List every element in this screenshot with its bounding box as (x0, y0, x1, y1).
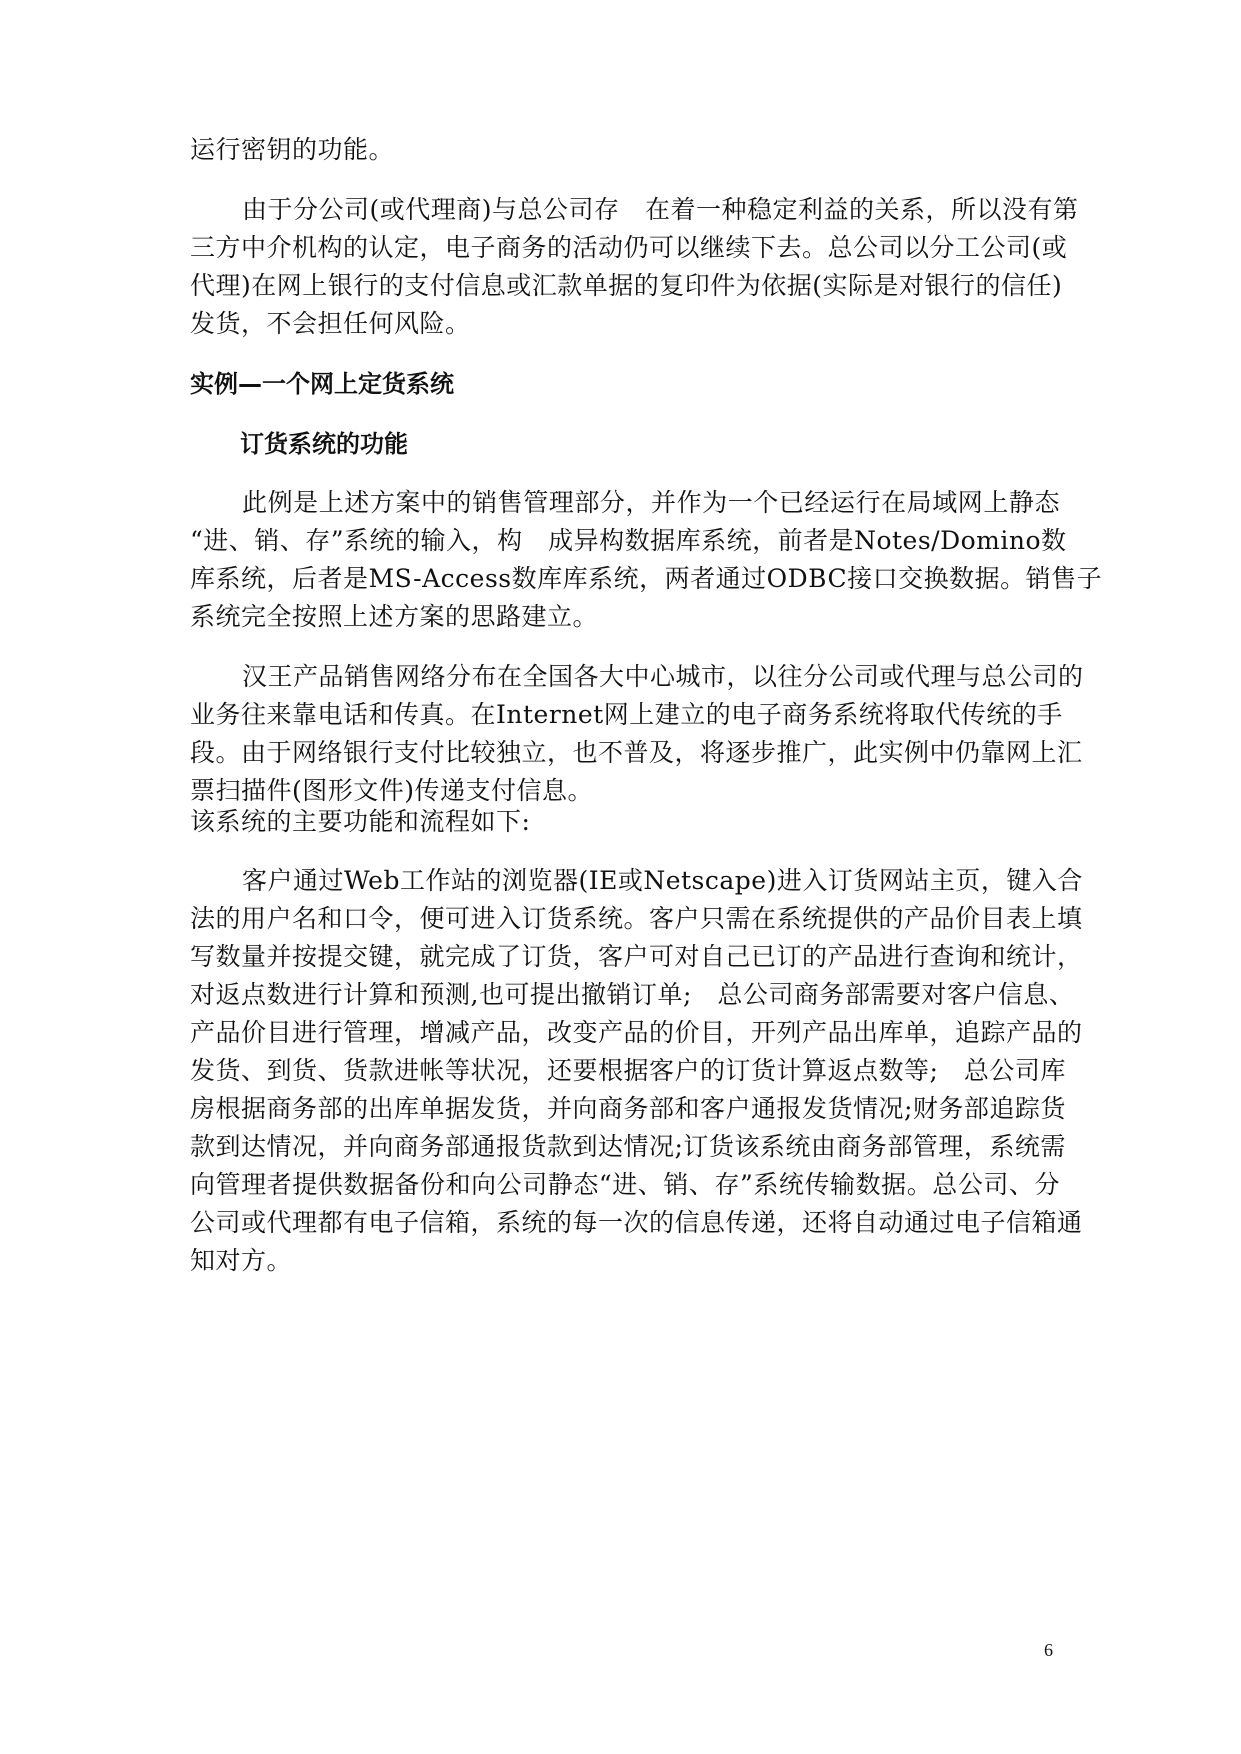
paragraph-line: 产品价目进行管理，增减产品，改变产品的价目，开列产品出库单，追踪产品的 (190, 1018, 1083, 1047)
paragraph-line: 票扫描件(图形文件)传递支付信息。 (190, 776, 594, 805)
paragraph-line: 系统完全按照上述方案的思路建立。 (190, 602, 599, 631)
paragraph-line: 库系统，后者是MS-Access数库库系统，两者通过ODBC接口交换数据。销售子 (190, 564, 1103, 593)
paragraph-line: 法的用户名和口令，便可进入订货系统。客户只需在系统提供的产品价目表上填 (190, 904, 1083, 933)
paragraph-line: 该系统的主要功能和流程如下: (190, 807, 531, 836)
paragraph-line: 房根据商务部的出库单据发货，并向商务部和客户通报发货情况;财务部追踪货 (190, 1094, 1066, 1123)
paragraph-line: 对返点数进行计算和预测,也可提出撤销订单; 总公司商务部需要对客户信息、 (190, 980, 1075, 1009)
paragraph-line: 此例是上述方案中的销售管理部分，并作为一个已经运行在局域网上静态 (242, 488, 1060, 517)
subsection-heading: 订货系统的功能 (240, 430, 408, 458)
paragraph-line: 写数量并按提交键，就完成了订货，客户可对自己已订的产品进行查询和统计， (190, 942, 1083, 971)
paragraph-line: “进、销、存”系统的输入，构 成异构数据库系统，前者是Notes/Domino数 (190, 526, 1067, 555)
paragraph-line: 款到达情况，并向商务部通报货款到达情况;订货该系统由商务部管理，系统需 (190, 1132, 1066, 1161)
paragraph-line: 公司或代理都有电子信箱，系统的每一次的信息传递，还将自动通过电子信箱通 (190, 1208, 1083, 1237)
paragraph-line: 汉王产品销售网络分布在全国各大中心城市，以往分公司或代理与总公司的 (242, 662, 1084, 691)
paragraph-line: 三方中介机构的认定，电子商务的活动仍可以继续下去。总公司以分工公司(或 (190, 233, 1068, 262)
paragraph-line: 向管理者提供数据备份和向公司静态“进、销、存”系统传输数据。总公司、分 (190, 1170, 1060, 1199)
paragraph-line: 由于分公司(或代理商)与总公司存 在着一种稳定利益的关系，所以没有第 (242, 195, 1079, 224)
paragraph-line: 知对方。 (190, 1246, 293, 1275)
paragraph-line: 代理)在网上银行的支付信息或汇款单据的复印件为依据(实际是对银行的信任) (190, 271, 1063, 300)
paragraph-line: 发货、到货、货款进帐等状况，还要根据客户的订货计算返点数等; 总公司库 (190, 1056, 1066, 1085)
paragraph-line: 业务往来靠电话和传真。在Internet网上建立的电子商务系统将取代传统的手 (190, 700, 1063, 729)
paragraph-line: 客户通过Web工作站的浏览器(IE或Netscape)进入订货网站主页，键入合 (242, 866, 1083, 895)
section-heading: 实例—一个网上定货系统 (190, 370, 454, 398)
paragraph-line: 发货，不会担任何风险。 (190, 309, 471, 338)
paragraph-line: 运行密钥的功能。 (190, 135, 395, 164)
page-number: 6 (1044, 1640, 1053, 1660)
paragraph-line: 段。由于网络银行支付比较独立，也不普及，将逐步推广，此实例中仍靠网上汇 (190, 738, 1083, 767)
